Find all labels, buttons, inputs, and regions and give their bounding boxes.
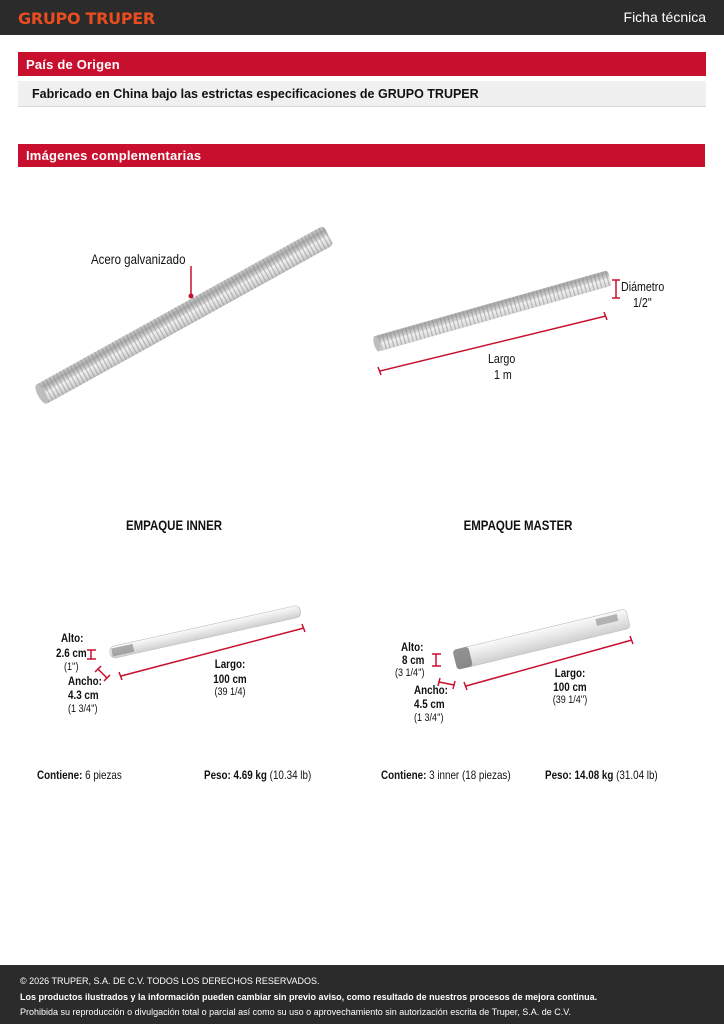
inner-peso-value: 4.69 kg <box>233 768 267 782</box>
material-label: Acero galvanizado <box>91 251 186 267</box>
inner-peso-label: Peso: <box>204 768 231 782</box>
origin-text: Fabricado en China bajo las estrictas especificaciones de GRUPO TRUPER <box>18 81 706 107</box>
inner-largo-value: 100 cm <box>213 672 247 686</box>
inner-alto-inch: (1'') <box>64 661 79 673</box>
footer-prohibition: Prohibida su reproducción o divulgación total o parcial así como su uso o aprovechamiento sin autorización escrita de Truper, S.A. de C.V. <box>20 1007 571 1017</box>
footer-copyright: © 2026 TRUPER, S.A. DE C.V. TODOS LOS DERECHOS RESERVADOS. <box>20 976 320 986</box>
master-largo-label: Largo: <box>554 666 586 680</box>
inner-ancho-label: Ancho: <box>68 674 102 688</box>
master-weight <box>545 768 658 782</box>
master-alto-label: Alto: <box>401 640 424 654</box>
inner-weight <box>204 768 311 782</box>
master-largo-value: 100 cm <box>553 680 587 694</box>
inner-package-body <box>109 605 302 659</box>
diameter-value: 1/2" <box>633 295 652 310</box>
master-alto-value: 8 cm <box>402 653 425 667</box>
master-alto-inch: (3 1/4'') <box>395 667 425 679</box>
inner-peso-lb: (10.34 lb) <box>269 768 312 782</box>
master-largo-inch: (39 1/4'') <box>552 694 588 706</box>
master-ancho-label: Ancho: <box>414 683 448 697</box>
master-width-tick-b <box>453 681 455 689</box>
length-value: 1 m <box>494 367 512 382</box>
inner-ancho-inch: (1 3/4'') <box>68 703 98 715</box>
inner-largo-label: Largo: <box>214 657 246 671</box>
material-leader-dot <box>189 294 194 299</box>
footer-disclaimer: Los productos ilustrados y la información pueden cambiar sin previo aviso, como resultado de nuestros procesos de mejora continua. <box>20 991 598 1002</box>
origin-section-title: País de Origen <box>18 52 706 76</box>
inner-alto-value: 2.6 cm <box>56 646 87 660</box>
master-contents <box>381 768 511 782</box>
brand-logo: GRUPO TRUPER <box>18 9 155 28</box>
inner-largo-inch: (39 1/4) <box>214 686 246 698</box>
rod-body-small <box>374 270 612 352</box>
master-ancho-value: 4.5 cm <box>414 697 445 711</box>
inner-package-title: EMPAQUE INNER <box>125 517 223 533</box>
footer <box>0 965 724 1024</box>
inner-contiene-value: 6 piezas <box>85 768 122 782</box>
length-label: Largo <box>488 351 516 366</box>
master-package-title: EMPAQUE MASTER <box>463 517 573 533</box>
master-contiene-label: Contiene: <box>381 768 427 782</box>
diameter-label: Diámetro <box>621 279 665 294</box>
inner-contents <box>37 768 122 782</box>
images-section-title: Imágenes complementarias <box>18 144 705 167</box>
master-contiene-value: 3 inner (18 piezas) <box>429 768 511 782</box>
inner-contiene-label: Contiene: <box>37 768 83 782</box>
inner-alto-label: Alto: <box>61 631 84 645</box>
header-bar <box>0 0 724 35</box>
document-type: Ficha técnica <box>623 9 706 25</box>
master-peso-label: Peso: <box>545 768 572 782</box>
master-peso-lb: (31.04 lb) <box>616 768 658 782</box>
master-ancho-inch: (1 3/4'') <box>414 712 444 724</box>
master-peso-value: 14.08 kg <box>574 768 614 782</box>
inner-ancho-value: 4.3 cm <box>68 688 99 702</box>
